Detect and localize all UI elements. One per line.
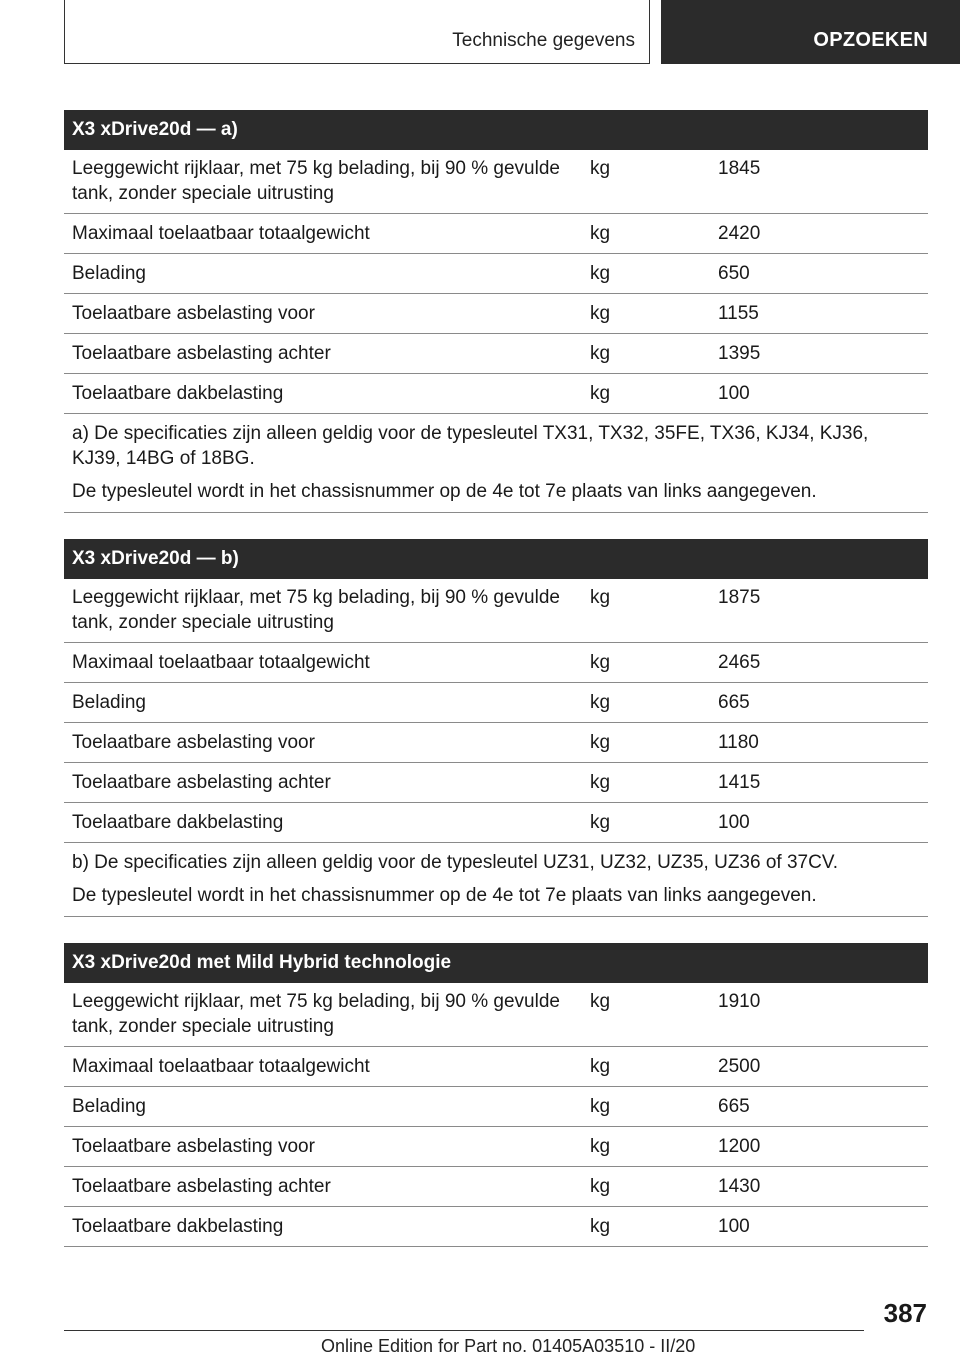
row-unit: kg	[590, 772, 611, 793]
row-unit: kg	[590, 1096, 611, 1117]
table-title: X3 xDrive20d met Mild Hybrid technologie	[64, 943, 928, 983]
row-label: Maximaal toelaatbaar totaalgewicht	[72, 652, 370, 673]
footnote-text: a) De specificaties zijn alleen geldig voor de typesleutel TX31, TX32, 35FE, TX36, KJ34, KJ36, KJ39, 14BG of 18BG.	[72, 423, 869, 469]
tab-opzoeken-label: OPZOEKEN	[813, 29, 928, 51]
table-title: X3 xDrive20d — a)	[64, 110, 928, 150]
row-label: Toelaatbare asbelasting voor	[72, 303, 315, 324]
row-label: Belading	[72, 263, 146, 284]
table-row	[64, 150, 928, 214]
footnote-text: De typesleutel wordt in het chassisnummer op de 4e tot 7e plaats van links aangegeven.	[72, 481, 817, 502]
row-label: Toelaatbare asbelasting achter	[72, 772, 331, 793]
row-label: Leeggewicht rijklaar, met 75 kg belading, bij 90 % gevulde tank, zonder speciale uitrusting	[72, 587, 560, 633]
table-row	[64, 1127, 928, 1167]
row-label: Leeggewicht rijklaar, met 75 kg belading, bij 90 % gevulde tank, zonder speciale uitrusting	[72, 991, 560, 1037]
table-row	[64, 254, 928, 294]
row-label: Toelaatbare dakbelasting	[72, 1216, 284, 1237]
row-unit: kg	[590, 1136, 611, 1157]
table-row	[64, 1207, 928, 1247]
page-number: 387	[883, 1298, 927, 1328]
row-unit: kg	[590, 1056, 611, 1077]
table-footnote	[64, 843, 928, 917]
row-value: 100	[718, 812, 750, 833]
footnote-text: De typesleutel wordt in het chassisnummer op de 4e tot 7e plaats van links aangegeven.	[72, 885, 817, 906]
table-footnote	[64, 414, 928, 513]
row-value: 665	[718, 1096, 750, 1117]
row-unit: kg	[590, 383, 611, 404]
table-row	[64, 579, 928, 643]
table-row	[64, 294, 928, 334]
row-value: 650	[718, 263, 750, 284]
row-value: 2420	[718, 223, 761, 244]
row-unit: kg	[590, 303, 611, 324]
table-row	[64, 334, 928, 374]
row-unit: kg	[590, 587, 611, 608]
row-value: 665	[718, 692, 750, 713]
spec-table-mild-hybrid	[64, 943, 928, 1247]
row-unit: kg	[590, 1176, 611, 1197]
row-label: Toelaatbare asbelasting voor	[72, 1136, 315, 1157]
table-row	[64, 1167, 928, 1207]
row-value: 1395	[718, 343, 761, 364]
row-value: 1845	[718, 158, 761, 179]
footer-edition: Online Edition for Part no. 01405A03510 - II/20	[321, 1336, 696, 1356]
table-row	[64, 803, 928, 843]
row-value: 1200	[718, 1136, 761, 1157]
row-value: 100	[718, 1216, 750, 1237]
row-label: Leeggewicht rijklaar, met 75 kg belading, bij 90 % gevulde tank, zonder speciale uitrusting	[72, 158, 560, 204]
table-title: X3 xDrive20d — b)	[64, 539, 928, 579]
footnote-text: b) De specificaties zijn alleen geldig voor de typesleutel UZ31, UZ32, UZ35, UZ36 of 37CV.	[72, 852, 839, 873]
table-row	[64, 1087, 928, 1127]
chapter-title: Technische gegevens	[452, 30, 635, 51]
row-unit: kg	[590, 343, 611, 364]
row-unit: kg	[590, 1216, 611, 1237]
row-label: Toelaatbare asbelasting achter	[72, 343, 331, 364]
row-value: 1180	[718, 732, 759, 753]
row-value: 2500	[718, 1056, 761, 1077]
table-row	[64, 983, 928, 1047]
row-label: Belading	[72, 692, 146, 713]
row-value: 1875	[718, 587, 761, 608]
row-unit: kg	[590, 812, 611, 833]
row-value: 1415	[718, 772, 761, 793]
spec-table-b	[64, 539, 928, 917]
table-row	[64, 763, 928, 803]
row-value: 2465	[718, 652, 761, 673]
table-row	[64, 683, 928, 723]
spec-table-a	[64, 110, 928, 513]
row-label: Toelaatbare asbelasting achter	[72, 1176, 331, 1197]
header-frame	[64, 0, 650, 64]
row-unit: kg	[590, 732, 611, 753]
row-unit: kg	[590, 991, 611, 1012]
table-row	[64, 643, 928, 683]
table-row	[64, 214, 928, 254]
row-unit: kg	[590, 223, 611, 244]
row-label: Toelaatbare asbelasting voor	[72, 732, 315, 753]
row-value: 100	[718, 383, 750, 404]
footer-divider	[64, 1330, 864, 1331]
row-value: 1430	[718, 1176, 761, 1197]
row-label: Toelaatbare dakbelasting	[72, 812, 284, 833]
row-unit: kg	[590, 158, 611, 179]
tab-opzoeken[interactable]	[661, 0, 960, 64]
table-row	[64, 1047, 928, 1087]
row-unit: kg	[590, 692, 611, 713]
row-unit: kg	[590, 263, 611, 284]
table-row	[64, 723, 928, 763]
table-row	[64, 374, 928, 414]
row-label: Maximaal toelaatbaar totaalgewicht	[72, 1056, 370, 1077]
row-label: Belading	[72, 1096, 146, 1117]
row-value: 1155	[718, 303, 759, 324]
row-label: Maximaal toelaatbaar totaalgewicht	[72, 223, 370, 244]
row-unit: kg	[590, 652, 611, 673]
row-label: Toelaatbare dakbelasting	[72, 383, 284, 404]
row-value: 1910	[718, 991, 761, 1012]
